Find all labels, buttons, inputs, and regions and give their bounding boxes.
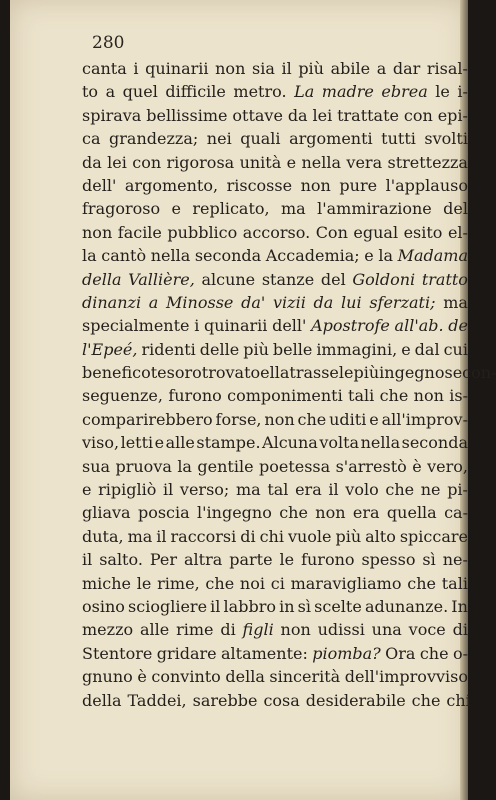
word: tutti bbox=[381, 129, 416, 149]
word: a bbox=[105, 82, 116, 102]
italic-word: Minosse bbox=[166, 292, 234, 312]
italic-word: Apostrofe bbox=[311, 316, 390, 336]
word: tali bbox=[348, 386, 375, 406]
text-line bbox=[82, 151, 468, 174]
text-line bbox=[82, 174, 468, 197]
word: nella bbox=[150, 246, 191, 266]
word: con bbox=[132, 152, 162, 172]
word: all'improv- bbox=[381, 409, 468, 429]
word: strettezza bbox=[387, 152, 468, 172]
word: ne- bbox=[442, 550, 468, 570]
text-line bbox=[82, 665, 468, 688]
word: pi- bbox=[447, 480, 468, 500]
word: il bbox=[210, 596, 221, 616]
word: quali bbox=[240, 129, 281, 149]
word: cantò bbox=[101, 246, 147, 266]
word: sia bbox=[251, 59, 275, 78]
word: non bbox=[300, 175, 331, 195]
word: quinarii bbox=[145, 59, 209, 78]
word: seconda bbox=[194, 246, 262, 266]
word: metro. bbox=[233, 82, 287, 102]
word: in bbox=[279, 596, 295, 616]
italic-word: della bbox=[82, 269, 122, 289]
word: stampe. bbox=[196, 433, 261, 453]
word: s'arrestò bbox=[335, 456, 407, 476]
word: convinto bbox=[151, 667, 221, 687]
text-line bbox=[82, 361, 496, 384]
word: ca- bbox=[444, 503, 468, 523]
italic-word: da bbox=[313, 292, 334, 312]
italic-word: vizii bbox=[273, 292, 306, 312]
word: le bbox=[279, 550, 295, 570]
text-line bbox=[82, 268, 468, 291]
word: ripigliò bbox=[98, 480, 157, 500]
word: alle bbox=[165, 433, 195, 453]
word: udissi bbox=[317, 620, 365, 640]
word: noi bbox=[239, 573, 265, 593]
word: e bbox=[82, 480, 92, 500]
word: la bbox=[177, 456, 192, 476]
word: ma bbox=[235, 480, 261, 500]
word: egual bbox=[353, 222, 399, 242]
word: comparirebbero bbox=[82, 409, 213, 429]
italic-word: Madama bbox=[397, 246, 468, 266]
text-line bbox=[82, 642, 468, 665]
word: epi- bbox=[437, 105, 468, 125]
word: ma bbox=[443, 292, 468, 312]
text-line bbox=[82, 618, 468, 641]
word: o- bbox=[452, 643, 468, 663]
text-line bbox=[82, 548, 468, 571]
word: cosa bbox=[263, 690, 300, 710]
word: una bbox=[371, 620, 402, 640]
word: non bbox=[413, 386, 444, 406]
word: nei bbox=[206, 129, 232, 149]
word: duta, bbox=[82, 526, 124, 546]
word: mezzo bbox=[82, 620, 134, 640]
word: a bbox=[376, 59, 387, 78]
word: lei bbox=[107, 152, 127, 172]
word: ci bbox=[270, 573, 285, 593]
word: delle bbox=[199, 339, 240, 359]
word: svolti bbox=[424, 129, 468, 149]
word: sciogliere bbox=[128, 596, 208, 616]
word: il bbox=[82, 550, 93, 570]
word: rime bbox=[176, 620, 214, 640]
italic-word: l'Epeé, bbox=[82, 339, 138, 359]
italic-word: La bbox=[294, 82, 315, 102]
word: sua bbox=[82, 456, 111, 476]
word: della bbox=[82, 690, 122, 710]
word: trasse bbox=[289, 363, 339, 383]
italic-word: da' bbox=[241, 292, 266, 312]
word: argomento, bbox=[124, 175, 219, 195]
text-line bbox=[82, 689, 471, 712]
word: di bbox=[452, 620, 468, 640]
word: dar bbox=[392, 59, 421, 78]
word: vuole bbox=[287, 526, 332, 546]
text-line bbox=[82, 104, 468, 127]
word: la bbox=[378, 246, 393, 266]
word: il bbox=[328, 480, 339, 500]
book-page bbox=[10, 0, 496, 800]
word: poscia bbox=[137, 503, 190, 523]
word: seconda bbox=[401, 433, 468, 453]
word: poetessa bbox=[258, 456, 331, 476]
word: pubblico bbox=[167, 222, 238, 242]
italic-word: tratto bbox=[421, 269, 468, 289]
word: ca bbox=[82, 129, 101, 149]
word: quella bbox=[386, 503, 437, 523]
text-line bbox=[82, 127, 468, 150]
word: ridenti bbox=[141, 339, 196, 359]
word: dell' bbox=[82, 175, 117, 195]
word: scelte bbox=[314, 596, 362, 616]
text-line bbox=[82, 595, 468, 618]
word: trattate bbox=[337, 105, 399, 125]
word: labbro bbox=[223, 596, 276, 616]
word: il bbox=[163, 480, 174, 500]
word: l'ammirazione bbox=[317, 199, 432, 219]
italic-word: all'ab. bbox=[394, 316, 444, 336]
word: il bbox=[156, 526, 167, 546]
word: replicato, bbox=[192, 199, 270, 219]
word: sì bbox=[422, 550, 436, 570]
text-line bbox=[82, 572, 468, 595]
word: verso; bbox=[179, 480, 230, 500]
word: sì bbox=[297, 596, 311, 616]
word: benefico bbox=[82, 363, 151, 383]
word: unità bbox=[239, 152, 282, 172]
word: quinarii bbox=[204, 316, 268, 336]
word: ne bbox=[420, 480, 441, 500]
word: vero, bbox=[427, 456, 468, 476]
italic-word: a bbox=[148, 292, 159, 312]
word: raccorsi bbox=[170, 526, 237, 546]
word: che bbox=[297, 409, 327, 429]
word: belle bbox=[272, 339, 313, 359]
word: che bbox=[205, 573, 235, 593]
word: letti bbox=[120, 433, 154, 453]
word: Ora bbox=[385, 643, 416, 663]
word: accorso. bbox=[242, 222, 311, 242]
word: che bbox=[411, 690, 441, 710]
word: altra bbox=[184, 550, 223, 570]
word: quel bbox=[122, 82, 158, 102]
word: che bbox=[407, 573, 436, 593]
word: più bbox=[335, 526, 362, 546]
word: adunanze. bbox=[364, 596, 449, 616]
word: non bbox=[82, 222, 113, 242]
word: altamente: bbox=[221, 643, 308, 663]
word: ma bbox=[127, 526, 153, 546]
word: specialmente bbox=[82, 316, 190, 336]
word: i bbox=[133, 59, 139, 78]
word: l'applauso bbox=[385, 175, 468, 195]
word: che bbox=[379, 386, 409, 406]
text-line bbox=[82, 314, 468, 337]
word: nella bbox=[301, 152, 342, 172]
word: più bbox=[243, 339, 269, 359]
word: miche bbox=[82, 573, 132, 593]
text-line bbox=[82, 408, 468, 431]
page-number: 280 bbox=[92, 33, 125, 53]
text-line bbox=[82, 80, 468, 103]
word: dal bbox=[414, 339, 440, 359]
word: spesso bbox=[361, 550, 416, 570]
word: dell'improvviso bbox=[344, 667, 468, 687]
word: tal bbox=[267, 480, 289, 500]
word: immagini, bbox=[316, 339, 398, 359]
word: e bbox=[401, 339, 411, 359]
word: ma bbox=[281, 199, 306, 219]
body-text bbox=[82, 57, 496, 712]
italic-word: dinanzi bbox=[82, 292, 142, 312]
word: stanze bbox=[261, 269, 315, 289]
word: da bbox=[82, 152, 102, 172]
word: sincerità bbox=[269, 667, 341, 687]
italic-word: madre bbox=[321, 82, 374, 102]
word: e bbox=[154, 433, 165, 453]
italic-word: de bbox=[448, 316, 468, 336]
word: non bbox=[264, 409, 295, 429]
word: è bbox=[137, 667, 147, 687]
word: pruova bbox=[115, 456, 172, 476]
word: che bbox=[419, 643, 449, 663]
word: spirava bbox=[82, 105, 142, 125]
word: era bbox=[352, 503, 380, 523]
word: Con bbox=[315, 222, 348, 242]
text-line bbox=[82, 384, 468, 407]
word: alto bbox=[365, 526, 396, 546]
word: seguenze, bbox=[82, 386, 163, 406]
word: il bbox=[281, 59, 292, 78]
word: forse, bbox=[215, 409, 262, 429]
word: Alcuna bbox=[262, 433, 318, 453]
word: vera bbox=[346, 152, 383, 172]
word: le bbox=[435, 82, 450, 102]
word: con bbox=[403, 105, 433, 125]
word: desiderabile bbox=[305, 690, 406, 710]
word: esito bbox=[403, 222, 443, 242]
text-line bbox=[82, 478, 468, 501]
word: tesoro bbox=[150, 363, 202, 383]
word: di bbox=[220, 620, 236, 640]
word: della bbox=[225, 667, 265, 687]
word: da bbox=[287, 105, 308, 125]
italic-word: lui bbox=[341, 292, 362, 312]
word: osino bbox=[82, 596, 125, 616]
italic-word: Goldoni bbox=[352, 269, 416, 289]
word: e bbox=[364, 246, 374, 266]
italic-word: sferzati; bbox=[369, 292, 436, 312]
word: la bbox=[82, 246, 97, 266]
word: del bbox=[443, 199, 468, 219]
word: volo bbox=[345, 480, 379, 500]
text-line bbox=[82, 501, 468, 524]
word: e bbox=[171, 199, 181, 219]
word: pure bbox=[339, 175, 378, 195]
word: fragoroso bbox=[82, 199, 161, 219]
word: e bbox=[369, 409, 379, 429]
word: In bbox=[451, 596, 468, 616]
word: salto. bbox=[99, 550, 143, 570]
word: Per bbox=[149, 550, 178, 570]
text-line bbox=[82, 197, 468, 220]
word: canta bbox=[82, 59, 127, 78]
word: is- bbox=[449, 386, 468, 406]
text-line bbox=[82, 291, 468, 314]
word: più bbox=[298, 59, 324, 78]
word: componimenti bbox=[227, 386, 343, 406]
word: i- bbox=[457, 82, 468, 102]
word: voce bbox=[408, 620, 446, 640]
text-line bbox=[82, 57, 468, 80]
word: trovato bbox=[201, 363, 261, 383]
word: non bbox=[315, 503, 346, 523]
word: viso, bbox=[82, 433, 120, 453]
word: le bbox=[136, 573, 152, 593]
text-line bbox=[82, 244, 468, 267]
word: ottave bbox=[232, 105, 283, 125]
word: uditi bbox=[329, 409, 367, 429]
word: tali bbox=[441, 573, 468, 593]
word: chi bbox=[446, 690, 471, 710]
word: to bbox=[82, 82, 99, 102]
word: rigorosa bbox=[166, 152, 235, 172]
word: dell' bbox=[272, 316, 307, 336]
word: cui bbox=[443, 339, 468, 359]
text-line bbox=[82, 455, 468, 478]
text-line bbox=[82, 221, 468, 244]
word: sarebbe bbox=[192, 690, 258, 710]
word: parte bbox=[229, 550, 273, 570]
word: spiccare bbox=[399, 526, 468, 546]
word: rime, bbox=[157, 573, 200, 593]
word: grandezza; bbox=[109, 129, 199, 149]
word: gliava bbox=[82, 503, 131, 523]
word: non bbox=[280, 620, 311, 640]
word: l'ingegno bbox=[197, 503, 272, 523]
text-line bbox=[82, 525, 468, 548]
word: abile bbox=[330, 59, 371, 78]
text-line bbox=[82, 338, 468, 361]
word: Taddei, bbox=[127, 690, 187, 710]
word: gentile bbox=[197, 456, 254, 476]
word: alle bbox=[139, 620, 170, 640]
word: difficile bbox=[165, 82, 226, 102]
word: era bbox=[295, 480, 322, 500]
italic-word: piomba? bbox=[312, 643, 381, 663]
word: volta bbox=[319, 433, 360, 453]
word: alcune bbox=[201, 269, 256, 289]
word: lei bbox=[312, 105, 333, 125]
word: è bbox=[412, 456, 422, 476]
word: argomenti bbox=[289, 129, 373, 149]
word: el- bbox=[447, 222, 468, 242]
word: del bbox=[320, 269, 346, 289]
word: nella bbox=[360, 433, 401, 453]
word: gridare bbox=[156, 643, 217, 663]
word: riscosse bbox=[226, 175, 293, 195]
word: ella bbox=[260, 363, 290, 383]
word: risal- bbox=[426, 59, 468, 78]
word: furono bbox=[168, 386, 222, 406]
italic-word: Vallière, bbox=[128, 269, 195, 289]
word: i bbox=[194, 316, 200, 336]
word: e bbox=[286, 152, 297, 172]
word: facile bbox=[117, 222, 162, 242]
word: ingegnose bbox=[379, 363, 463, 383]
word: le bbox=[338, 363, 354, 383]
word: Stentore bbox=[82, 643, 153, 663]
word: con- bbox=[462, 363, 496, 383]
word: chi bbox=[259, 526, 284, 546]
word: più bbox=[353, 363, 380, 383]
word: che bbox=[279, 503, 308, 523]
word: furono bbox=[301, 550, 355, 570]
word: di bbox=[240, 526, 256, 546]
text-line bbox=[82, 431, 468, 454]
italic-word: ebrea bbox=[381, 82, 428, 102]
italic-word: figli bbox=[242, 620, 274, 640]
word: che bbox=[385, 480, 415, 500]
word: maravigliamo bbox=[290, 573, 402, 593]
word: bellissime bbox=[146, 105, 228, 125]
word: Accademia; bbox=[265, 246, 360, 266]
word: gnuno bbox=[82, 667, 133, 687]
word: non bbox=[215, 59, 246, 78]
